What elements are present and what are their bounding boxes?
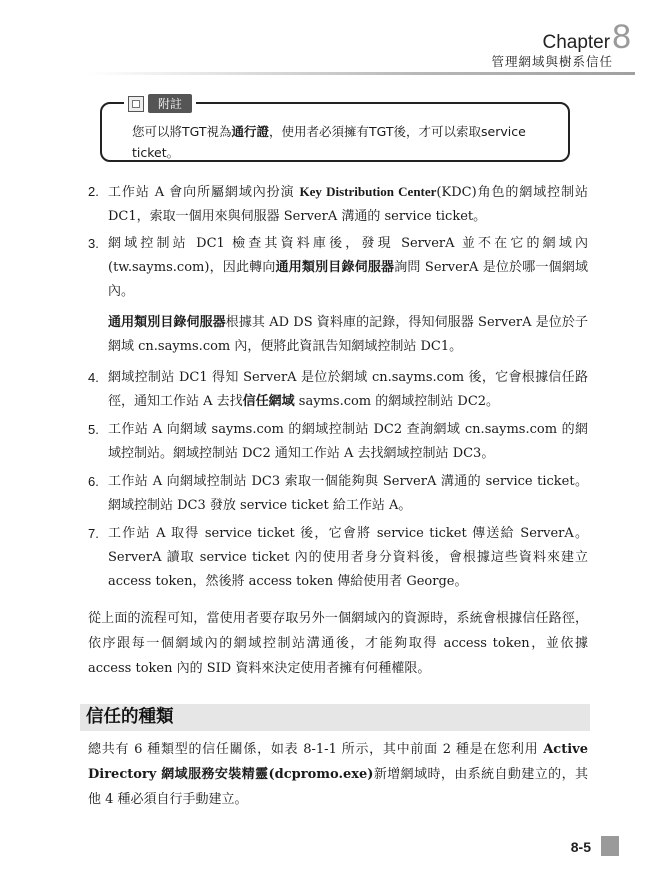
step-text-a: 工作站 A 會向所屬網域內扮演 bbox=[108, 185, 300, 200]
step-number: 3. bbox=[88, 236, 99, 251]
step-3 bbox=[88, 232, 588, 304]
note-text-suffix: ，使用者必須擁有TGT後，才可以索取service ticket。 bbox=[132, 124, 526, 160]
step-text-b: (KDC)角色的網域控制站 DC1，索取一個用來與伺服器 ServerA 溝通的 service ticket。 bbox=[108, 185, 588, 224]
step-text-b: sayms.com 的網域控制站 DC2。 bbox=[294, 394, 500, 409]
step-text-bold: 信任網域 bbox=[242, 394, 295, 409]
header-divider bbox=[88, 72, 635, 75]
note-tab bbox=[124, 94, 196, 113]
section-paragraph-bold: Active Directory 網域服務安裝精靈(dcpromo.exe) bbox=[88, 742, 588, 782]
step-text bbox=[108, 366, 588, 414]
step-text: 工作站 A 向網域控制站 DC3 索取一個能夠與 ServerA 溝通的 service ticket。網域控制站 DC3 發放 service ticket 給工作站 A。 bbox=[108, 474, 588, 513]
step-text-bold: 通用類別目錄伺服器 bbox=[275, 260, 395, 275]
chapter-heading bbox=[542, 18, 631, 56]
flow-paragraph: 從上面的流程可知，當使用者要存取另外一個網域內的資源時，系統會根據信任路徑，依序跟每一個網域內的網域控制站溝通後，才能夠取得 access token，並依據 access token 內的 SID 資料來決定使用者擁有何種權限。 bbox=[88, 611, 588, 676]
step-text: 工作站 A 取得 service ticket 後，它會將 service ticket 傳送給 ServerA。ServerA 讀取 service ticket 內的使用者身分資料後，會根據這些資料來建立 access token，然後將 access token 傳給使用者 George。 bbox=[108, 526, 588, 589]
section-paragraph bbox=[88, 737, 588, 812]
step-5 bbox=[88, 418, 588, 466]
step-text: 工作站 A 向網域 sayms.com 的網域控制站 DC2 查詢網域 cn.sayms.com 的網域控制站。網域控制站 DC2 通知工作站 A 去找網域控制站 DC3。 bbox=[108, 422, 588, 461]
step-number: 6. bbox=[88, 474, 99, 489]
step-number: 7. bbox=[88, 526, 99, 541]
page-number: 8-5 bbox=[570, 839, 591, 855]
step-text-bold: Key Distribution Center bbox=[299, 184, 437, 199]
section-paragraph-b: 新增網域時，由系統自動建立的，其他 4 種必須自行手動建立。 bbox=[88, 767, 588, 807]
section-paragraph-a: 總共有 6 種類型的信任關係，如表 8-1-1 所示，其中前面 2 種是在您利用 bbox=[88, 742, 544, 757]
note-text-prefix: 您可以將TGT視為 bbox=[132, 124, 232, 139]
gc-paragraph-bold: 通用類別目錄伺服器 bbox=[108, 315, 226, 330]
chapter-title: 管理網域與樹系信任 bbox=[491, 54, 613, 69]
section-title: 信任的種類 bbox=[86, 707, 174, 727]
gc-paragraph bbox=[108, 311, 588, 359]
step-6 bbox=[88, 470, 588, 518]
step-4 bbox=[88, 366, 588, 414]
step-text-a: 網域控制站 DC1 檢查其資料庫後，發現 ServerA 並不在它的網域內(tw.sayms.com)，因此轉向 bbox=[108, 236, 588, 275]
step-text-a: 網域控制站 DC1 得知 ServerA 是位於網域 cn.sayms.com 後，它會根據信任路徑，通知工作站 A 去找 bbox=[108, 370, 588, 409]
note-text bbox=[132, 121, 557, 163]
step-text-b: 詢問 ServerA 是位於哪一個網域內。 bbox=[108, 260, 589, 299]
step-text bbox=[108, 180, 588, 229]
note-label: 附註 bbox=[148, 94, 192, 113]
step-number: 4. bbox=[88, 370, 99, 385]
step-7 bbox=[88, 522, 588, 594]
page-marker bbox=[601, 836, 619, 856]
step-text bbox=[108, 232, 588, 304]
note-text-bold: 通行證 bbox=[231, 124, 270, 139]
note-icon bbox=[128, 96, 144, 112]
gc-paragraph-rest: 根據其 AD DS 資料庫的記錄，得知伺服器 ServerA 是位於子網域 cn.sayms.com 內，便將此資訊告知網域控制站 DC1。 bbox=[108, 315, 588, 354]
step-2 bbox=[88, 180, 588, 229]
step-number: 2. bbox=[88, 184, 99, 199]
chapter-number: 8 bbox=[612, 18, 631, 56]
step-number: 5. bbox=[88, 422, 99, 437]
chapter-word: Chapter bbox=[542, 32, 611, 53]
